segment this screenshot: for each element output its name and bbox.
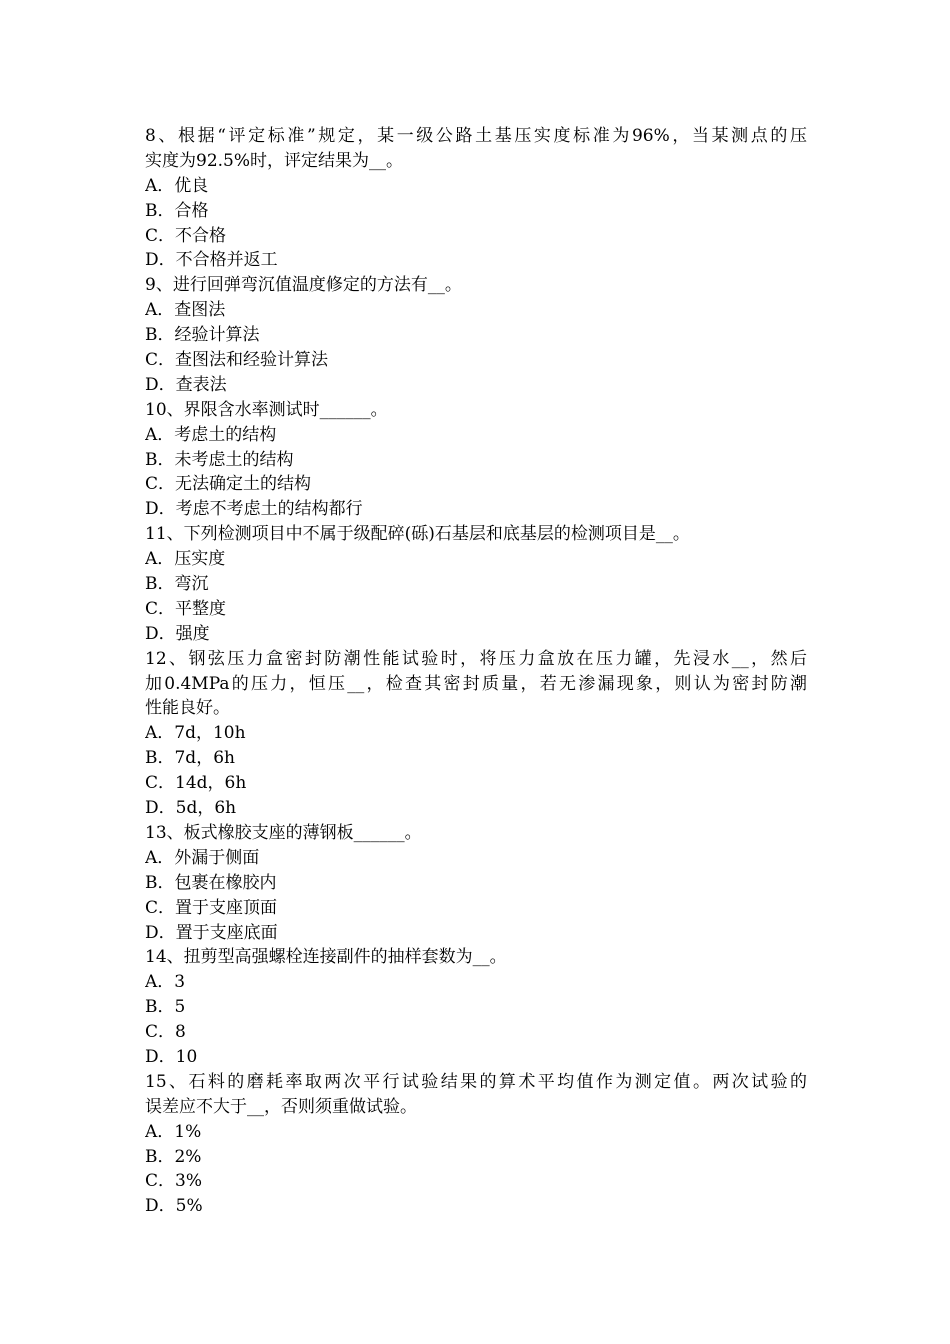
option-c: C．8 (145, 1022, 186, 1043)
question-text: 加0.4MPa的压力，恒压__，检查其密封质量，若无渗漏现象，则认为密封防潮 (145, 673, 807, 694)
question-text: 性能良好。 (145, 698, 230, 719)
option-a: A．考虑土的结构 (145, 424, 277, 445)
option-c: C．平整度 (145, 598, 227, 619)
option-b: B．7d，6h (145, 748, 235, 769)
option-d: D．强度 (145, 623, 210, 644)
option-a: A．3 (145, 972, 186, 993)
question-text: 8、根据“评定标准”规定，某一级公路土基压实度标准为96%，当某测点的压 (145, 126, 807, 146)
option-c: C．不合格 (145, 225, 227, 246)
question-text: 10、界限含水率测试时______。 (145, 399, 388, 420)
option-a: A．压实度 (145, 549, 226, 570)
question-text: 误差应不大于__，否则须重做试验。 (145, 1096, 417, 1117)
question-11 (145, 522, 807, 646)
option-c: C．查图法和经验计算法 (145, 350, 329, 371)
option-a: A．外漏于侧面 (145, 847, 260, 868)
question-12 (145, 647, 807, 821)
option-b: B．5 (145, 997, 186, 1018)
question-15 (145, 1070, 807, 1219)
option-d: D．考虑不考虑土的结构都行 (145, 499, 363, 520)
option-c: C．14d，6h (145, 773, 247, 794)
question-13 (145, 821, 807, 945)
question-8 (145, 124, 807, 273)
question-text: 12、钢弦压力盒密封防潮性能试验时，将压力盒放在压力罐，先浸水__，然后 (145, 648, 807, 669)
question-text: 实度为92.5%时，评定结果为__。 (145, 150, 404, 171)
question-text: 13、板式橡胶支座的薄钢板______。 (145, 822, 422, 843)
option-b: B．2% (145, 1146, 202, 1167)
option-a: A．查图法 (145, 300, 226, 321)
question-list (145, 124, 807, 1219)
question-text: 9、进行回弹弯沉值温度修定的方法有__。 (145, 275, 462, 296)
option-c: C．3% (145, 1171, 202, 1192)
option-d: D．查表法 (145, 374, 227, 395)
question-14 (145, 945, 807, 1069)
option-d: D．10 (145, 1046, 198, 1067)
option-d: D．5% (145, 1196, 203, 1217)
question-text: 11、下列检测项目中不属于级配碎(砾)石基层和底基层的检测项目是__。 (145, 524, 690, 545)
question-text: 14、扭剪型高强螺栓连接副件的抽样套数为__。 (145, 947, 507, 968)
question-text: 15、石料的磨耗率取两次平行试验结果的算术平均值作为测定值。两次试验的 (145, 1071, 807, 1092)
option-d: D．不合格并返工 (145, 250, 278, 271)
option-b: B．弯沉 (145, 574, 209, 595)
question-9 (145, 273, 807, 397)
option-b: B．未考虑土的结构 (145, 449, 294, 470)
option-b: B．合格 (145, 200, 209, 221)
option-c: C．无法确定土的结构 (145, 474, 312, 495)
option-b: B．包裹在橡胶内 (145, 872, 277, 893)
option-a: A．1% (145, 1121, 202, 1142)
option-d: D．置于支座底面 (145, 922, 278, 943)
option-b: B．经验计算法 (145, 325, 260, 346)
option-a: A．7d，10h (145, 723, 246, 744)
option-c: C．置于支座顶面 (145, 897, 278, 918)
option-a: A．优良 (145, 175, 209, 196)
option-d: D．5d，6h (145, 798, 237, 819)
question-10 (145, 398, 807, 522)
